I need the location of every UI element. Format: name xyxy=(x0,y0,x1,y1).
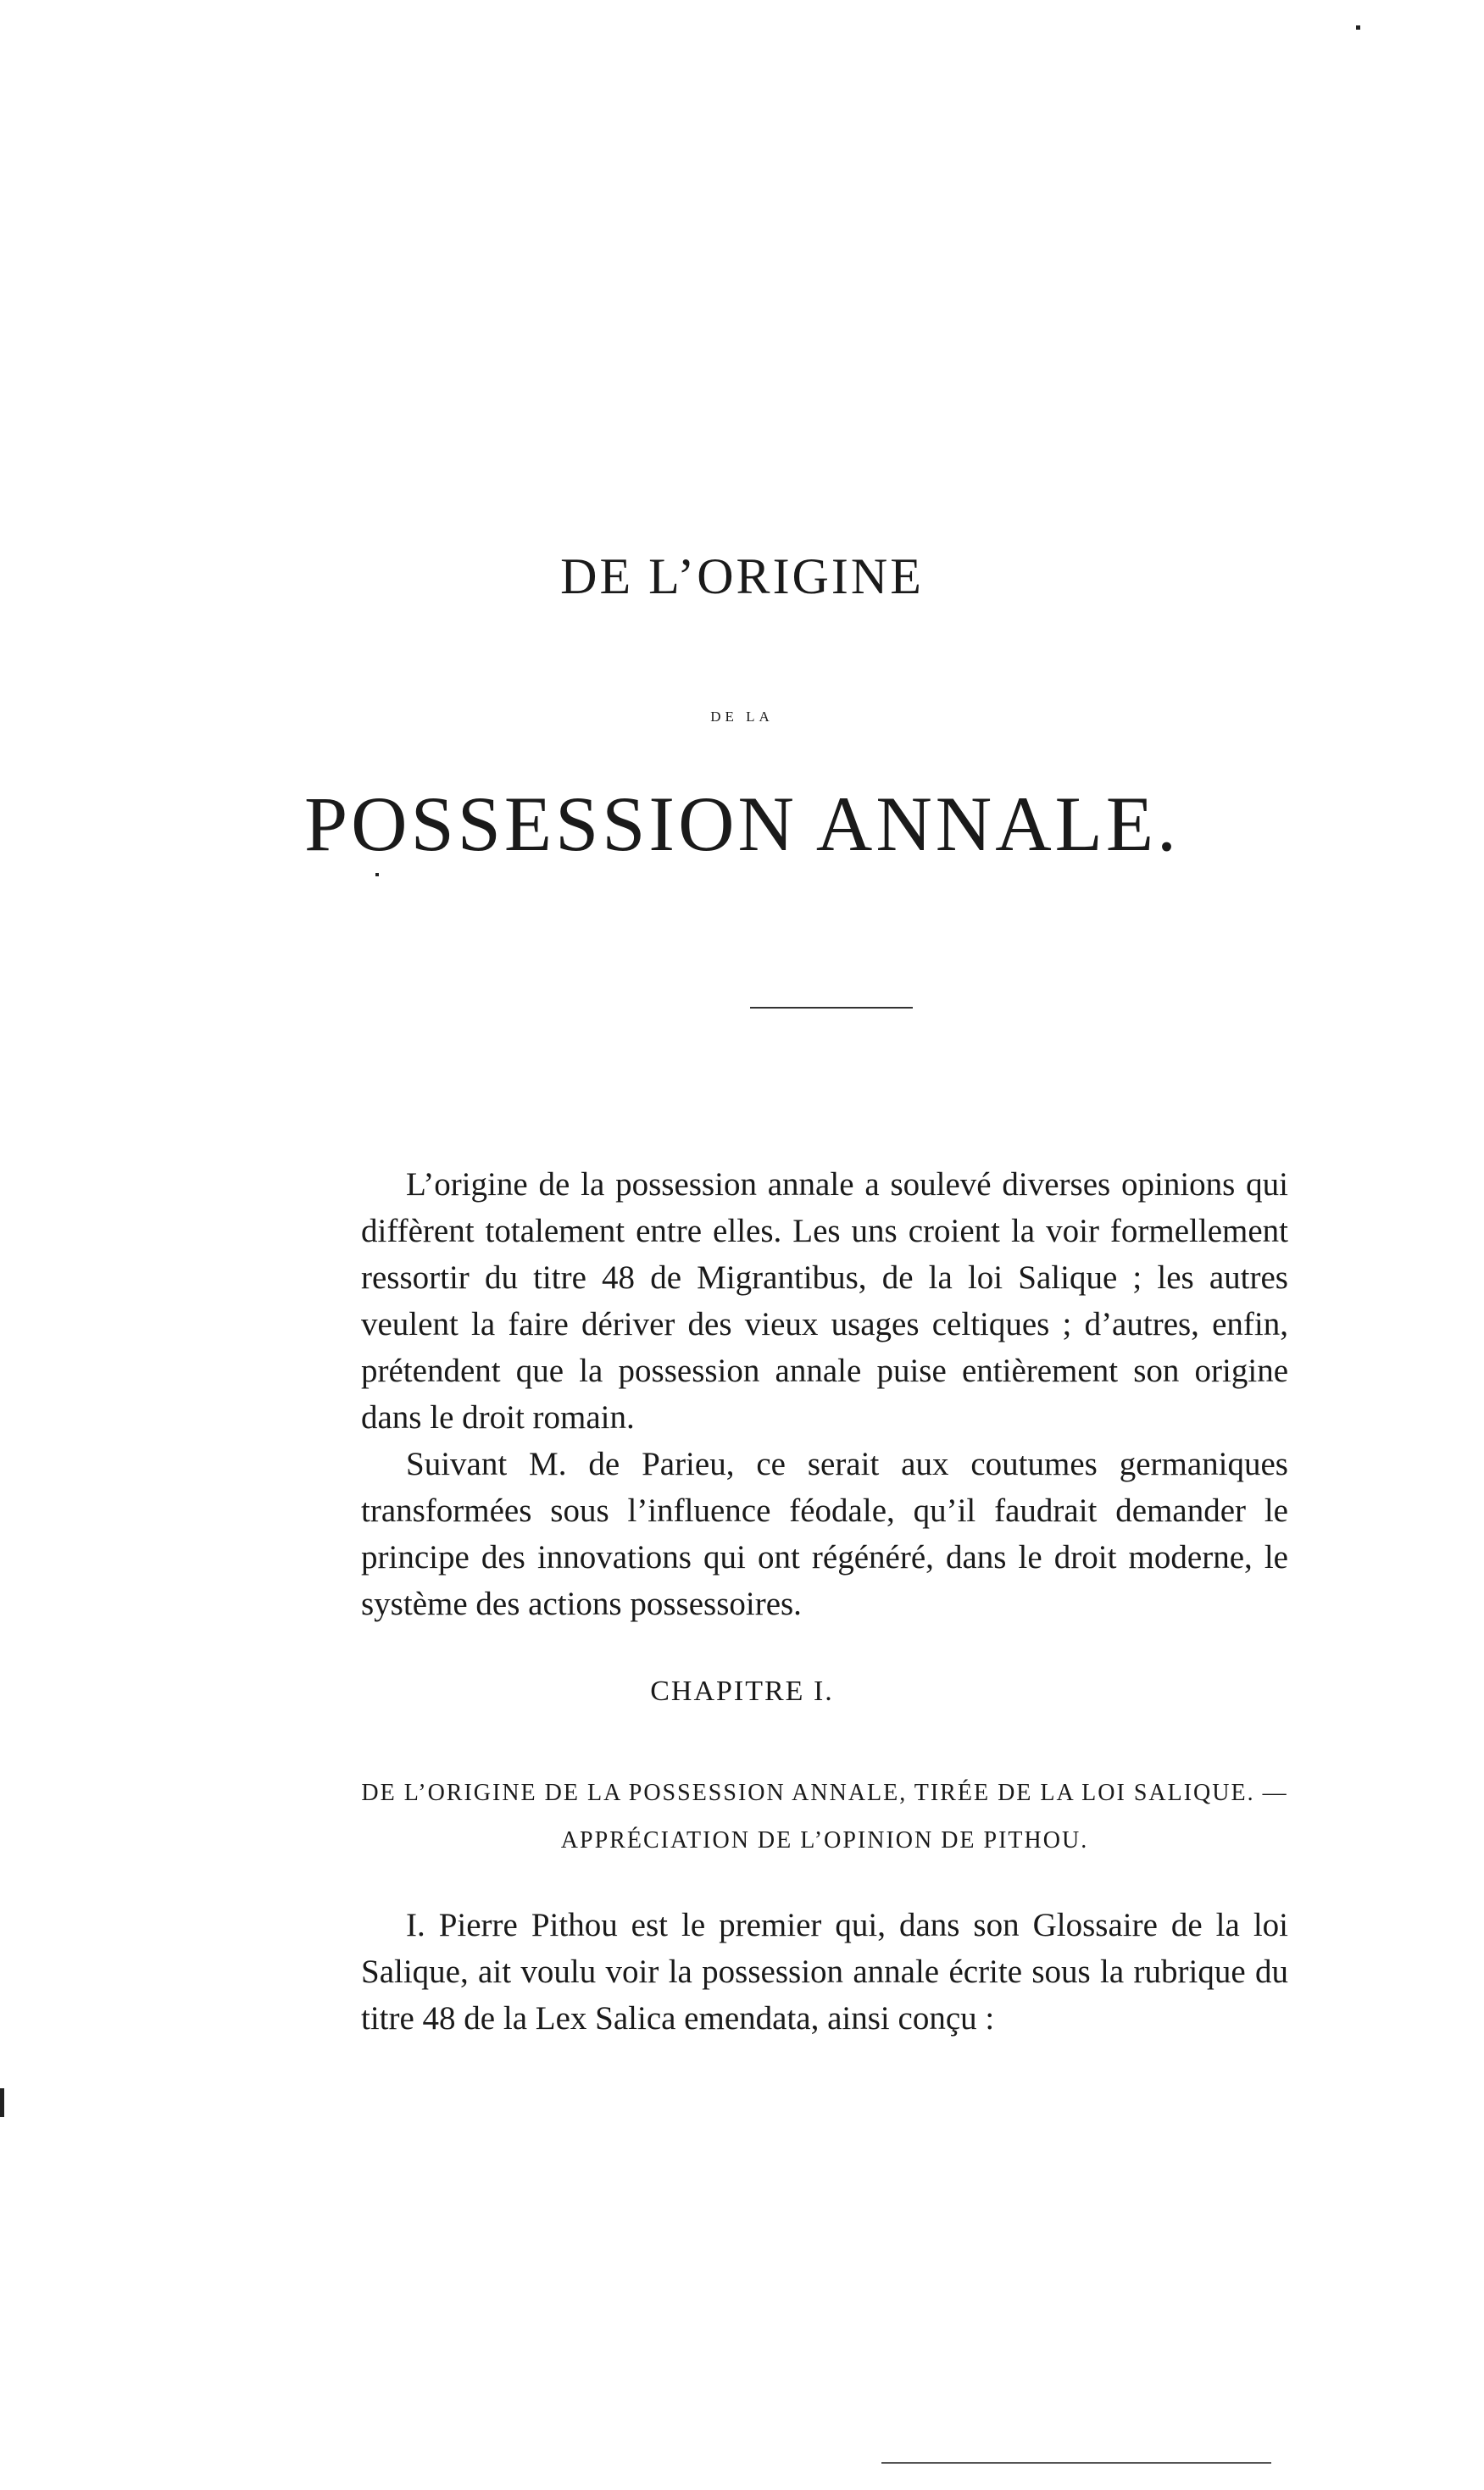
title-line-1: DE L’ORIGINE xyxy=(560,548,924,604)
chapter-heading: CHAPITRE I. xyxy=(650,1676,834,1707)
intro-paragraph-1: L’origine de la possession annale a soulevé diverses opinions qui diffèrent totalement entre elles. Les uns croient la voir formellement ressortir du titre 48 de Migrantibus, de la loi Salique ; les autres veulent la faire dériver des vieux usages celtiques ; d’autres, enfin, prétendent que la possession annale puise entièrement son origine dans le droit romain. xyxy=(361,1166,1288,1436)
paper-speck xyxy=(1356,25,1360,30)
title-line-2: DE LA xyxy=(710,709,774,725)
intro-text xyxy=(361,1161,1288,1627)
chapter-subtitle: DE L’ORIGINE DE LA POSSESSION ANNALE, TIRÉE DE LA LOI SALIQUE. — APPRÉCIATION DE L’OPINION DE PITHOU. xyxy=(361,1780,1288,1854)
margin-mark xyxy=(0,2088,4,2117)
section-paragraph-1: I. Pierre Pithou est le premier qui, dans son Glossaire de la loi Salique, ait voulu voir la possession annale écrite sous la rubrique du titre 48 de la Lex Salica emendata, ainsi conçu : xyxy=(361,1907,1288,2037)
title-divider xyxy=(750,1007,913,1009)
paper-speck xyxy=(375,873,379,876)
bottom-edge-line xyxy=(881,2462,1271,2464)
title-line-3: POSSESSION ANNALE. xyxy=(303,781,1181,867)
section-text xyxy=(361,1902,1288,2042)
intro-paragraph-2: Suivant M. de Parieu, ce serait aux coutumes germaniques transformées sous l’influence féodale, qu’il faudrait demander le principe des innovations qui ont régénéré, dans le droit moderne, le système des actions possessoires. xyxy=(361,1446,1288,1622)
